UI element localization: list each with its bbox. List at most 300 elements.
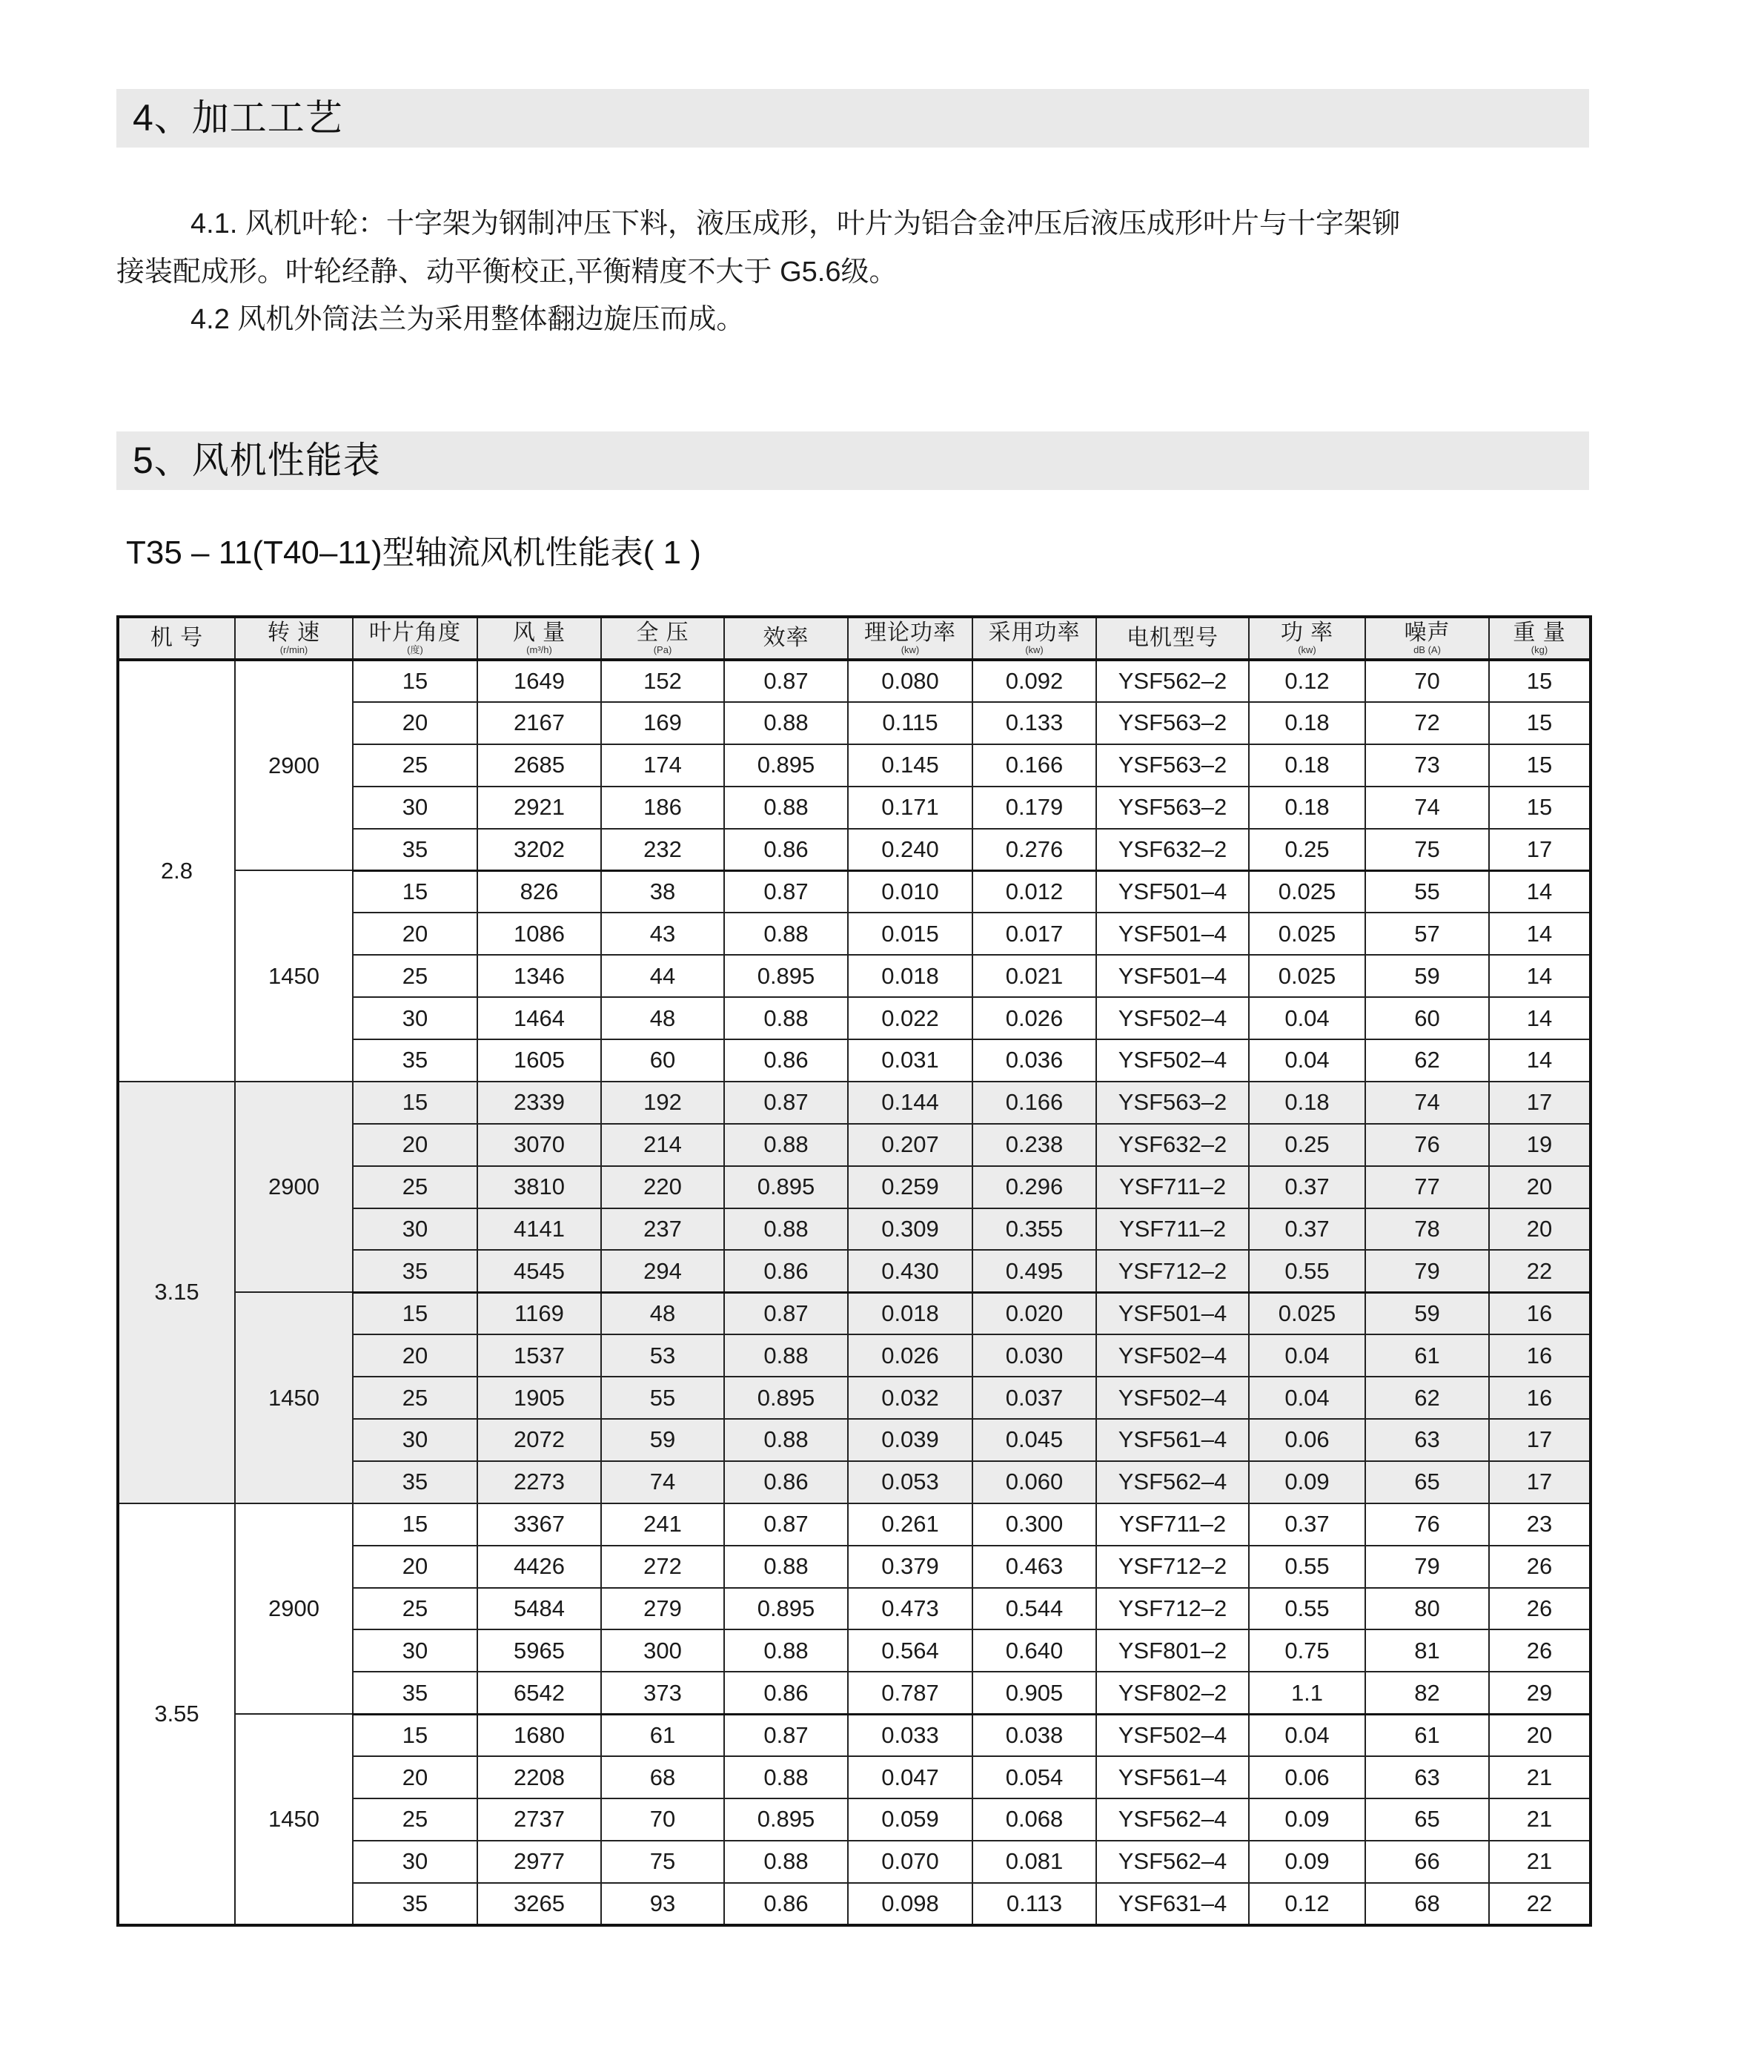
cell-motor-power: 0.04 bbox=[1249, 1039, 1365, 1082]
cell-weight: 22 bbox=[1489, 1883, 1591, 1925]
cell-motor-power: 0.04 bbox=[1249, 1377, 1365, 1419]
table-row bbox=[118, 870, 1591, 913]
cell-motor-model: YSF502–4 bbox=[1096, 1714, 1249, 1756]
cell-noise: 77 bbox=[1365, 1166, 1489, 1208]
cell-efficiency: 0.895 bbox=[724, 1377, 848, 1419]
cell-noise: 66 bbox=[1365, 1841, 1489, 1883]
cell-noise: 59 bbox=[1365, 955, 1489, 997]
cell-motor-model: YSF711–2 bbox=[1096, 1166, 1249, 1208]
cell-theoretical-power: 0.309 bbox=[848, 1208, 972, 1251]
table-row bbox=[118, 1082, 1591, 1124]
column-label: 叶片角度 bbox=[369, 620, 461, 645]
cell-efficiency: 0.88 bbox=[724, 1756, 848, 1798]
cell-total-pressure: 93 bbox=[601, 1883, 724, 1925]
cell-motor-power: 0.18 bbox=[1249, 702, 1365, 744]
cell-motor-power: 0.025 bbox=[1249, 1292, 1365, 1334]
cell-efficiency: 0.86 bbox=[724, 1672, 848, 1714]
header-row bbox=[118, 617, 1591, 660]
cell-blade-angle: 35 bbox=[353, 1883, 477, 1925]
cell-weight: 14 bbox=[1489, 870, 1591, 913]
fan-performance-table bbox=[116, 615, 1592, 1927]
cell-total-pressure: 48 bbox=[601, 997, 724, 1039]
cell-total-pressure: 214 bbox=[601, 1124, 724, 1166]
cell-motor-model: YSF501–4 bbox=[1096, 913, 1249, 955]
speed-cell: 2900 bbox=[235, 1503, 353, 1714]
cell-motor-power: 0.25 bbox=[1249, 829, 1365, 871]
speed-cell: 2900 bbox=[235, 1082, 353, 1292]
column-label: 功 率 bbox=[1280, 620, 1334, 645]
cell-motor-power: 0.55 bbox=[1249, 1250, 1365, 1292]
cell-noise: 73 bbox=[1365, 744, 1489, 787]
cell-motor-power: 0.55 bbox=[1249, 1546, 1365, 1588]
cell-motor-power: 0.09 bbox=[1249, 1841, 1365, 1883]
cell-total-pressure: 373 bbox=[601, 1672, 724, 1714]
cell-adopted-power: 0.020 bbox=[972, 1292, 1096, 1334]
cell-air-volume: 5484 bbox=[477, 1588, 601, 1630]
cell-theoretical-power: 0.259 bbox=[848, 1166, 972, 1208]
cell-motor-model: YSF712–2 bbox=[1096, 1250, 1249, 1292]
machine-no-cell: 3.15 bbox=[118, 1082, 235, 1503]
cell-total-pressure: 70 bbox=[601, 1798, 724, 1841]
cell-efficiency: 0.88 bbox=[724, 1419, 848, 1461]
cell-motor-power: 0.025 bbox=[1249, 955, 1365, 997]
cell-weight: 20 bbox=[1489, 1714, 1591, 1756]
cell-motor-power: 0.04 bbox=[1249, 1334, 1365, 1377]
cell-total-pressure: 294 bbox=[601, 1250, 724, 1292]
cell-theoretical-power: 0.047 bbox=[848, 1756, 972, 1798]
cell-total-pressure: 53 bbox=[601, 1334, 724, 1377]
cell-total-pressure: 60 bbox=[601, 1039, 724, 1082]
cell-air-volume: 2921 bbox=[477, 787, 601, 829]
column-header-motor-model bbox=[1096, 617, 1249, 660]
cell-total-pressure: 75 bbox=[601, 1841, 724, 1883]
cell-noise: 74 bbox=[1365, 1082, 1489, 1124]
cell-motor-model: YSF562–4 bbox=[1096, 1798, 1249, 1841]
cell-motor-model: YSF632–2 bbox=[1096, 829, 1249, 871]
cell-weight: 14 bbox=[1489, 955, 1591, 997]
cell-weight: 14 bbox=[1489, 913, 1591, 955]
machine-group bbox=[118, 660, 1591, 1082]
cell-theoretical-power: 0.171 bbox=[848, 787, 972, 829]
cell-adopted-power: 0.905 bbox=[972, 1672, 1096, 1714]
cell-total-pressure: 232 bbox=[601, 829, 724, 871]
cell-motor-power: 0.12 bbox=[1249, 1883, 1365, 1925]
cell-blade-angle: 20 bbox=[353, 913, 477, 955]
cell-blade-angle: 25 bbox=[353, 744, 477, 787]
cell-noise: 61 bbox=[1365, 1334, 1489, 1377]
cell-air-volume: 4426 bbox=[477, 1546, 601, 1588]
cell-theoretical-power: 0.070 bbox=[848, 1841, 972, 1883]
column-header-blade-angle bbox=[353, 617, 477, 660]
cell-blade-angle: 30 bbox=[353, 787, 477, 829]
cell-theoretical-power: 0.053 bbox=[848, 1461, 972, 1503]
cell-noise: 82 bbox=[1365, 1672, 1489, 1714]
cell-adopted-power: 0.092 bbox=[972, 660, 1096, 702]
cell-air-volume: 5965 bbox=[477, 1629, 601, 1672]
cell-total-pressure: 74 bbox=[601, 1461, 724, 1503]
cell-total-pressure: 241 bbox=[601, 1503, 724, 1546]
cell-weight: 29 bbox=[1489, 1672, 1591, 1714]
cell-total-pressure: 152 bbox=[601, 660, 724, 702]
speed-cell: 1450 bbox=[235, 1292, 353, 1503]
cell-noise: 81 bbox=[1365, 1629, 1489, 1672]
cell-noise: 78 bbox=[1365, 1208, 1489, 1251]
cell-motor-power: 0.09 bbox=[1249, 1798, 1365, 1841]
cell-total-pressure: 220 bbox=[601, 1166, 724, 1208]
cell-motor-model: YSF563–2 bbox=[1096, 744, 1249, 787]
cell-blade-angle: 30 bbox=[353, 1629, 477, 1672]
table-row bbox=[118, 1714, 1591, 1756]
cell-efficiency: 0.88 bbox=[724, 702, 848, 744]
cell-efficiency: 0.895 bbox=[724, 1166, 848, 1208]
cell-air-volume: 2072 bbox=[477, 1419, 601, 1461]
cell-noise: 62 bbox=[1365, 1039, 1489, 1082]
cell-weight: 15 bbox=[1489, 744, 1591, 787]
cell-adopted-power: 0.640 bbox=[972, 1629, 1096, 1672]
cell-theoretical-power: 0.022 bbox=[848, 997, 972, 1039]
cell-theoretical-power: 0.207 bbox=[848, 1124, 972, 1166]
cell-adopted-power: 0.045 bbox=[972, 1419, 1096, 1461]
column-unit: dB (A) bbox=[1413, 644, 1441, 655]
cell-motor-model: YSF632–2 bbox=[1096, 1124, 1249, 1166]
cell-weight: 19 bbox=[1489, 1124, 1591, 1166]
cell-blade-angle: 15 bbox=[353, 1292, 477, 1334]
cell-weight: 20 bbox=[1489, 1166, 1591, 1208]
cell-theoretical-power: 0.010 bbox=[848, 870, 972, 913]
column-unit: (kw) bbox=[1025, 644, 1044, 655]
cell-blade-angle: 15 bbox=[353, 660, 477, 702]
cell-total-pressure: 169 bbox=[601, 702, 724, 744]
column-header-efficiency bbox=[724, 617, 848, 660]
cell-adopted-power: 0.026 bbox=[972, 997, 1096, 1039]
cell-blade-angle: 20 bbox=[353, 1334, 477, 1377]
cell-total-pressure: 55 bbox=[601, 1377, 724, 1419]
cell-blade-angle: 35 bbox=[353, 1250, 477, 1292]
cell-adopted-power: 0.300 bbox=[972, 1503, 1096, 1546]
cell-blade-angle: 30 bbox=[353, 1208, 477, 1251]
cell-efficiency: 0.87 bbox=[724, 1714, 848, 1756]
cell-weight: 17 bbox=[1489, 1082, 1591, 1124]
cell-air-volume: 1905 bbox=[477, 1377, 601, 1419]
table-row bbox=[118, 1503, 1591, 1546]
cell-adopted-power: 0.113 bbox=[972, 1883, 1096, 1925]
cell-efficiency: 0.88 bbox=[724, 787, 848, 829]
column-label: 噪声 bbox=[1404, 620, 1450, 645]
cell-adopted-power: 0.060 bbox=[972, 1461, 1096, 1503]
machine-no-cell: 3.55 bbox=[118, 1503, 235, 1925]
cell-noise: 60 bbox=[1365, 997, 1489, 1039]
cell-motor-power: 0.09 bbox=[1249, 1461, 1365, 1503]
cell-noise: 75 bbox=[1365, 829, 1489, 871]
cell-weight: 21 bbox=[1489, 1756, 1591, 1798]
column-unit: (r/min) bbox=[279, 644, 308, 655]
cell-total-pressure: 61 bbox=[601, 1714, 724, 1756]
cell-noise: 65 bbox=[1365, 1798, 1489, 1841]
cell-motor-power: 0.25 bbox=[1249, 1124, 1365, 1166]
cell-motor-power: 0.04 bbox=[1249, 1714, 1365, 1756]
cell-motor-model: YSF502–4 bbox=[1096, 1334, 1249, 1377]
column-header-motor-power bbox=[1249, 617, 1365, 660]
cell-total-pressure: 38 bbox=[601, 870, 724, 913]
column-label: 电机型号 bbox=[1127, 626, 1218, 650]
cell-noise: 68 bbox=[1365, 1883, 1489, 1925]
column-header-adopted-power bbox=[972, 617, 1096, 660]
cell-blade-angle: 30 bbox=[353, 1841, 477, 1883]
cell-blade-angle: 30 bbox=[353, 997, 477, 1039]
machine-no-cell: 2.8 bbox=[118, 660, 235, 1082]
cell-blade-angle: 25 bbox=[353, 1377, 477, 1419]
cell-air-volume: 1086 bbox=[477, 913, 601, 955]
section-4-header bbox=[116, 89, 1589, 148]
cell-motor-power: 0.025 bbox=[1249, 913, 1365, 955]
paragraph-4-1-continued: 接装配成形。叶轮经静、动平衡校正,平衡精度不大于 G5.6级。 bbox=[116, 256, 898, 288]
cell-noise: 63 bbox=[1365, 1419, 1489, 1461]
cell-theoretical-power: 0.026 bbox=[848, 1334, 972, 1377]
cell-weight: 20 bbox=[1489, 1208, 1591, 1251]
cell-theoretical-power: 0.473 bbox=[848, 1588, 972, 1630]
cell-air-volume: 3265 bbox=[477, 1883, 601, 1925]
cell-efficiency: 0.88 bbox=[724, 913, 848, 955]
cell-weight: 16 bbox=[1489, 1334, 1591, 1377]
cell-theoretical-power: 0.015 bbox=[848, 913, 972, 955]
cell-air-volume: 2977 bbox=[477, 1841, 601, 1883]
paragraph-4-1: 4.1. 风机叶轮：十字架为钢制冲压下料，液压成形，叶片为铝合金冲压后液压成形叶片与十字架铆 bbox=[190, 208, 1400, 239]
column-unit: (kw) bbox=[901, 644, 920, 655]
cell-weight: 26 bbox=[1489, 1546, 1591, 1588]
cell-efficiency: 0.87 bbox=[724, 1503, 848, 1546]
column-header-machine-no bbox=[118, 617, 235, 660]
cell-weight: 14 bbox=[1489, 1039, 1591, 1082]
cell-motor-power: 0.18 bbox=[1249, 1082, 1365, 1124]
cell-adopted-power: 0.179 bbox=[972, 787, 1096, 829]
cell-noise: 80 bbox=[1365, 1588, 1489, 1630]
cell-blade-angle: 35 bbox=[353, 1461, 477, 1503]
cell-motor-model: YSF563–2 bbox=[1096, 1082, 1249, 1124]
cell-adopted-power: 0.544 bbox=[972, 1588, 1096, 1630]
cell-noise: 76 bbox=[1365, 1503, 1489, 1546]
cell-weight: 17 bbox=[1489, 829, 1591, 871]
cell-total-pressure: 272 bbox=[601, 1546, 724, 1588]
cell-blade-angle: 20 bbox=[353, 1756, 477, 1798]
cell-efficiency: 0.87 bbox=[724, 1292, 848, 1334]
cell-theoretical-power: 0.144 bbox=[848, 1082, 972, 1124]
cell-blade-angle: 25 bbox=[353, 955, 477, 997]
cell-motor-power: 0.37 bbox=[1249, 1503, 1365, 1546]
cell-air-volume: 3202 bbox=[477, 829, 601, 871]
table-row bbox=[118, 660, 1591, 702]
cell-adopted-power: 0.017 bbox=[972, 913, 1096, 955]
cell-efficiency: 0.86 bbox=[724, 1461, 848, 1503]
cell-weight: 16 bbox=[1489, 1377, 1591, 1419]
cell-theoretical-power: 0.018 bbox=[848, 955, 972, 997]
cell-efficiency: 0.88 bbox=[724, 997, 848, 1039]
cell-theoretical-power: 0.098 bbox=[848, 1883, 972, 1925]
cell-blade-angle: 20 bbox=[353, 1124, 477, 1166]
cell-adopted-power: 0.012 bbox=[972, 870, 1096, 913]
cell-weight: 21 bbox=[1489, 1798, 1591, 1841]
cell-motor-model: YSF502–4 bbox=[1096, 1377, 1249, 1419]
cell-adopted-power: 0.166 bbox=[972, 1082, 1096, 1124]
cell-adopted-power: 0.296 bbox=[972, 1166, 1096, 1208]
cell-motor-model: YSF501–4 bbox=[1096, 955, 1249, 997]
cell-motor-power: 0.55 bbox=[1249, 1588, 1365, 1630]
cell-weight: 16 bbox=[1489, 1292, 1591, 1334]
speed-cell: 2900 bbox=[235, 660, 353, 870]
cell-adopted-power: 0.037 bbox=[972, 1377, 1096, 1419]
cell-adopted-power: 0.276 bbox=[972, 829, 1096, 871]
cell-adopted-power: 0.068 bbox=[972, 1798, 1096, 1841]
column-label: 效率 bbox=[763, 626, 809, 650]
cell-motor-model: YSF562–4 bbox=[1096, 1841, 1249, 1883]
cell-efficiency: 0.88 bbox=[724, 1334, 848, 1377]
cell-noise: 79 bbox=[1365, 1546, 1489, 1588]
cell-motor-model: YSF502–4 bbox=[1096, 997, 1249, 1039]
cell-efficiency: 0.88 bbox=[724, 1629, 848, 1672]
cell-efficiency: 0.86 bbox=[724, 829, 848, 871]
cell-efficiency: 0.86 bbox=[724, 1250, 848, 1292]
cell-motor-model: YSF501–4 bbox=[1096, 870, 1249, 913]
cell-blade-angle: 30 bbox=[353, 1419, 477, 1461]
cell-motor-model: YSF711–2 bbox=[1096, 1208, 1249, 1251]
cell-motor-power: 0.75 bbox=[1249, 1629, 1365, 1672]
cell-motor-model: YSF502–4 bbox=[1096, 1039, 1249, 1082]
cell-air-volume: 2339 bbox=[477, 1082, 601, 1124]
cell-noise: 76 bbox=[1365, 1124, 1489, 1166]
cell-efficiency: 0.895 bbox=[724, 1588, 848, 1630]
cell-motor-power: 0.18 bbox=[1249, 744, 1365, 787]
cell-motor-power: 0.12 bbox=[1249, 660, 1365, 702]
cell-adopted-power: 0.030 bbox=[972, 1334, 1096, 1377]
cell-weight: 17 bbox=[1489, 1461, 1591, 1503]
cell-air-volume: 3367 bbox=[477, 1503, 601, 1546]
cell-motor-model: YSF712–2 bbox=[1096, 1588, 1249, 1630]
cell-theoretical-power: 0.564 bbox=[848, 1629, 972, 1672]
table-header bbox=[118, 617, 1591, 660]
cell-weight: 15 bbox=[1489, 660, 1591, 702]
cell-theoretical-power: 0.018 bbox=[848, 1292, 972, 1334]
cell-theoretical-power: 0.240 bbox=[848, 829, 972, 871]
cell-weight: 26 bbox=[1489, 1629, 1591, 1672]
cell-total-pressure: 300 bbox=[601, 1629, 724, 1672]
column-header-speed bbox=[235, 617, 353, 660]
cell-air-volume: 2273 bbox=[477, 1461, 601, 1503]
cell-noise: 63 bbox=[1365, 1756, 1489, 1798]
section-4-heading: 4、加工工艺 bbox=[133, 97, 343, 139]
column-label: 采用功率 bbox=[988, 620, 1081, 645]
column-label: 重 量 bbox=[1513, 620, 1566, 645]
cell-adopted-power: 0.238 bbox=[972, 1124, 1096, 1166]
column-label: 转 速 bbox=[267, 620, 321, 645]
cell-weight: 15 bbox=[1489, 787, 1591, 829]
column-header-weight bbox=[1489, 617, 1591, 660]
cell-air-volume: 2685 bbox=[477, 744, 601, 787]
cell-motor-model: YSF563–2 bbox=[1096, 787, 1249, 829]
cell-total-pressure: 192 bbox=[601, 1082, 724, 1124]
cell-motor-power: 0.37 bbox=[1249, 1166, 1365, 1208]
cell-motor-power: 0.04 bbox=[1249, 997, 1365, 1039]
cell-air-volume: 1605 bbox=[477, 1039, 601, 1082]
cell-noise: 62 bbox=[1365, 1377, 1489, 1419]
cell-theoretical-power: 0.379 bbox=[848, 1546, 972, 1588]
cell-air-volume: 1464 bbox=[477, 997, 601, 1039]
cell-motor-model: YSF712–2 bbox=[1096, 1546, 1249, 1588]
cell-efficiency: 0.86 bbox=[724, 1883, 848, 1925]
cell-adopted-power: 0.036 bbox=[972, 1039, 1096, 1082]
cell-air-volume: 1346 bbox=[477, 955, 601, 997]
cell-total-pressure: 279 bbox=[601, 1588, 724, 1630]
cell-efficiency: 0.895 bbox=[724, 955, 848, 997]
cell-adopted-power: 0.133 bbox=[972, 702, 1096, 744]
cell-theoretical-power: 0.261 bbox=[848, 1503, 972, 1546]
cell-efficiency: 0.88 bbox=[724, 1841, 848, 1883]
cell-total-pressure: 48 bbox=[601, 1292, 724, 1334]
cell-total-pressure: 186 bbox=[601, 787, 724, 829]
cell-blade-angle: 15 bbox=[353, 1082, 477, 1124]
cell-motor-model: YSF501–4 bbox=[1096, 1292, 1249, 1334]
cell-air-volume: 6542 bbox=[477, 1672, 601, 1714]
column-label: 机 号 bbox=[150, 626, 204, 650]
cell-blade-angle: 35 bbox=[353, 1039, 477, 1082]
cell-motor-model: YSF802–2 bbox=[1096, 1672, 1249, 1714]
cell-efficiency: 0.87 bbox=[724, 1082, 848, 1124]
cell-noise: 61 bbox=[1365, 1714, 1489, 1756]
cell-weight: 22 bbox=[1489, 1250, 1591, 1292]
machine-group bbox=[118, 1503, 1591, 1925]
cell-efficiency: 0.88 bbox=[724, 1124, 848, 1166]
cell-noise: 55 bbox=[1365, 870, 1489, 913]
cell-noise: 57 bbox=[1365, 913, 1489, 955]
cell-blade-angle: 35 bbox=[353, 829, 477, 871]
column-label: 全 压 bbox=[636, 620, 689, 645]
column-header-noise bbox=[1365, 617, 1489, 660]
cell-motor-model: YSF631–4 bbox=[1096, 1883, 1249, 1925]
cell-noise: 59 bbox=[1365, 1292, 1489, 1334]
section-5-heading: 5、风机性能表 bbox=[133, 440, 381, 481]
speed-cell: 1450 bbox=[235, 1714, 353, 1924]
table-row bbox=[118, 1292, 1591, 1334]
cell-air-volume: 2167 bbox=[477, 702, 601, 744]
cell-adopted-power: 0.355 bbox=[972, 1208, 1096, 1251]
cell-motor-power: 0.025 bbox=[1249, 870, 1365, 913]
cell-total-pressure: 43 bbox=[601, 913, 724, 955]
cell-blade-angle: 25 bbox=[353, 1798, 477, 1841]
cell-air-volume: 1169 bbox=[477, 1292, 601, 1334]
cell-efficiency: 0.86 bbox=[724, 1039, 848, 1082]
cell-motor-power: 0.06 bbox=[1249, 1419, 1365, 1461]
cell-weight: 17 bbox=[1489, 1419, 1591, 1461]
column-unit: (kg) bbox=[1531, 644, 1548, 655]
cell-air-volume: 826 bbox=[477, 870, 601, 913]
column-header-theoretical-power bbox=[848, 617, 972, 660]
section-5-header bbox=[116, 431, 1589, 490]
cell-theoretical-power: 0.115 bbox=[848, 702, 972, 744]
cell-blade-angle: 25 bbox=[353, 1166, 477, 1208]
cell-adopted-power: 0.495 bbox=[972, 1250, 1096, 1292]
cell-efficiency: 0.895 bbox=[724, 744, 848, 787]
cell-motor-model: YSF561–4 bbox=[1096, 1419, 1249, 1461]
cell-theoretical-power: 0.080 bbox=[848, 660, 972, 702]
cell-air-volume: 4141 bbox=[477, 1208, 601, 1251]
cell-theoretical-power: 0.430 bbox=[848, 1250, 972, 1292]
cell-efficiency: 0.88 bbox=[724, 1546, 848, 1588]
cell-noise: 74 bbox=[1365, 787, 1489, 829]
cell-air-volume: 3810 bbox=[477, 1166, 601, 1208]
cell-theoretical-power: 0.031 bbox=[848, 1039, 972, 1082]
cell-adopted-power: 0.166 bbox=[972, 744, 1096, 787]
cell-air-volume: 3070 bbox=[477, 1124, 601, 1166]
column-unit: (Pa) bbox=[653, 644, 672, 655]
cell-motor-model: YSF562–2 bbox=[1096, 660, 1249, 702]
